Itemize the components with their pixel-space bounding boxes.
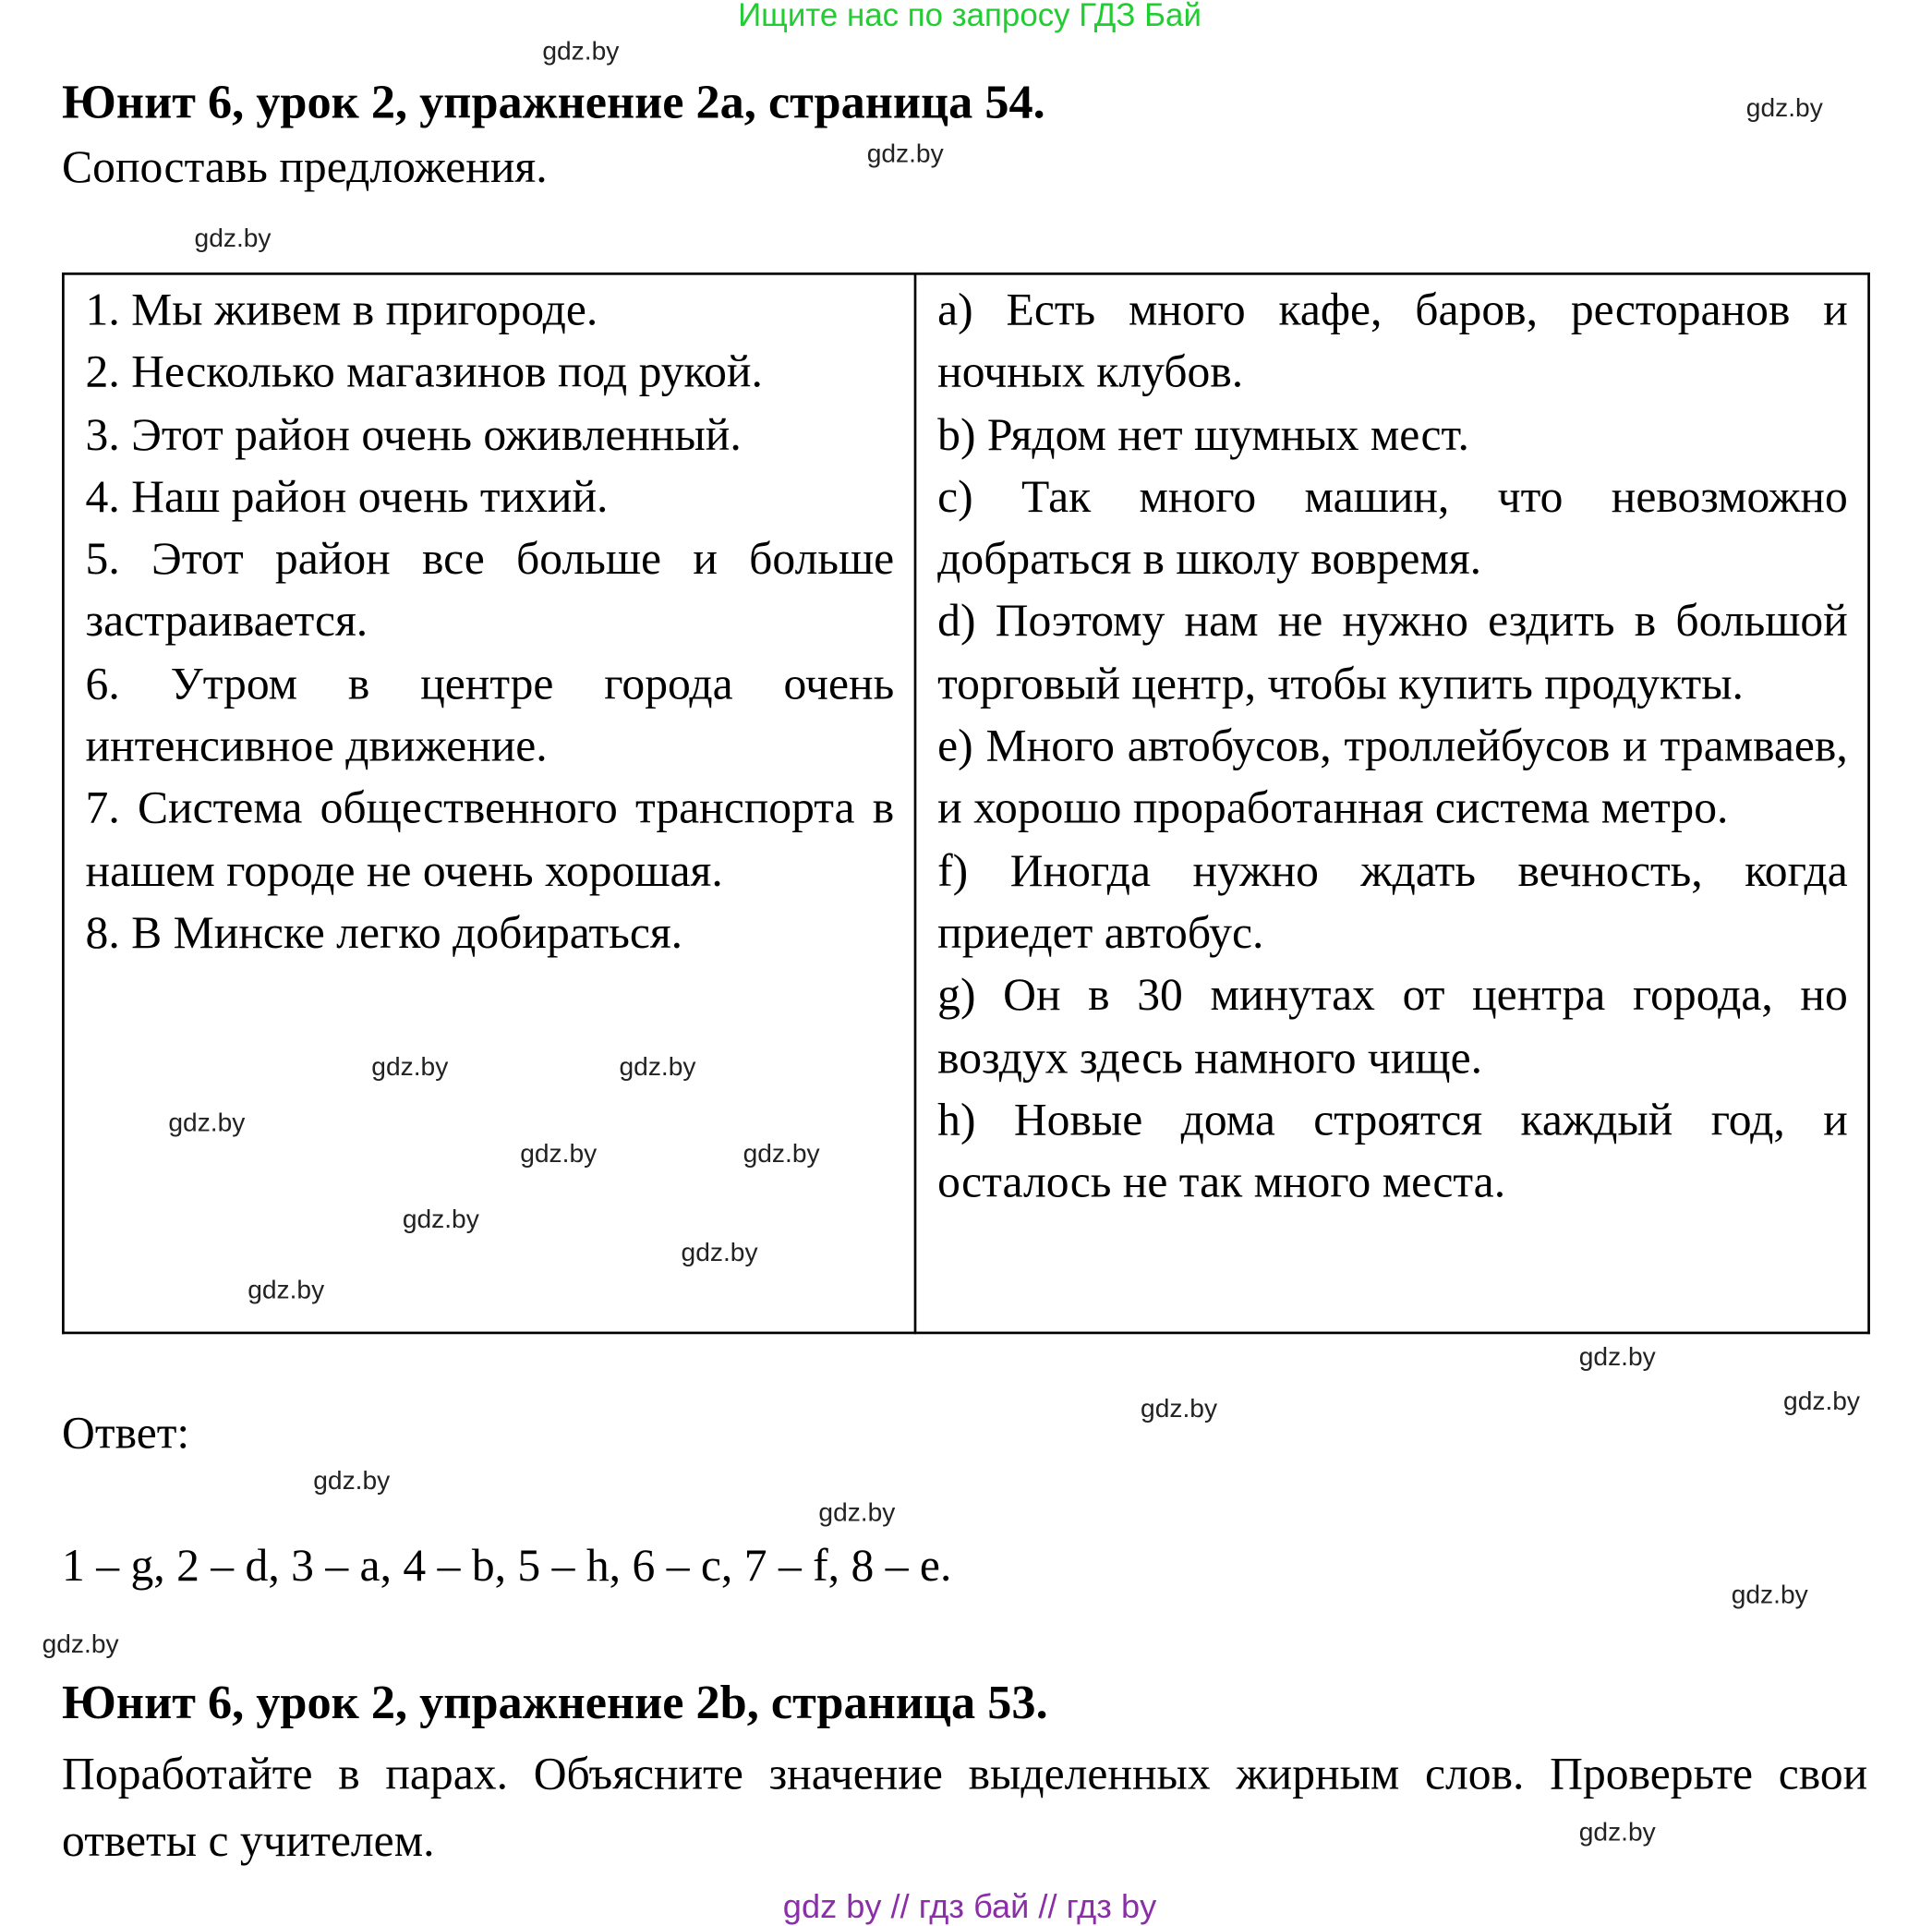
exercise-2b-title: Юнит 6, урок 2, упражнение 2b, страница 53. [62,1676,1048,1730]
watermark: gdz.by [1731,1581,1808,1609]
watermark: gdz.by [866,139,944,169]
watermark: gdz.by [371,1052,449,1082]
sentence-item: 2. Несколько магазинов под рукой. [85,346,763,398]
watermark: gdz.by [818,1498,896,1528]
watermark: gdz.by [42,1629,119,1659]
watermark: gdz.by [248,1276,325,1305]
option-item: c) Так много машин, что невозможно добраться в школу вовремя. [937,471,1848,586]
answer-label: Ответ: [62,1408,190,1460]
watermark: gdz.by [194,224,272,253]
watermark: gdz.by [168,1108,246,1138]
matching-table [62,273,1870,1334]
watermark: gdz.by [542,37,620,67]
watermark: gdz.by [1141,1394,1218,1423]
option-item: f) Иногда нужно ждать вечность, когда приедет автобус. [937,845,1848,959]
watermark: gdz.by [313,1466,391,1496]
sentence-item: 6. Утром в центре города очень интенсивное движение. [85,659,895,772]
search-banner: Ищите нас по запросу ГДЗ Бай [738,0,1201,34]
watermark: gdz.by [681,1239,758,1267]
watermark: gdz.by [743,1139,820,1169]
sentence-item: 7. Система общественного транспорта в нашем городе не очень хорошая. [85,783,895,897]
footer-links: gdz by // гдз бай // гдз by [782,1887,1157,1925]
sentences-column [63,273,915,1333]
option-item: a) Есть много кафе, баров, ресторанов и ночных клубов. [937,285,1848,398]
answer-text: 1 – g, 2 – d, 3 – a, 4 – b, 5 – h, 6 – c, 7 – f, 8 – e. [62,1541,952,1593]
option-item: g) Он в 30 минутах от центра города, но воздух здесь намного чище. [937,970,1848,1084]
watermark: gdz.by [520,1139,598,1169]
sentence-item: 8. В Минске легко добираться. [85,907,683,959]
option-item: b) Рядом нет шумных мест. [937,409,1469,461]
exercise-2a-title: Юнит 6, урок 2, упражнение 2a, страница 54. [62,75,1045,129]
watermark: gdz.by [619,1052,696,1082]
watermark: gdz.by [1578,1818,1656,1847]
sentence-item: 5. Этот район все больше и больше застраивается. [85,534,895,648]
option-item: d) Поэтому нам не нужно ездить в большой торговый центр, чтобы купить продукты. [937,596,1848,710]
watermark: gdz.by [1783,1387,1861,1416]
sentence-item: 1. Мы живем в пригороде. [85,285,598,336]
option-item: h) Новые дома строятся каждый год, и осталось не так много места. [937,1095,1848,1208]
watermark: gdz.by [1578,1342,1656,1372]
exercise-2a-instruction: Сопоставь предложения. [62,142,548,194]
options-column [915,273,1869,1333]
option-item: e) Много автобусов, троллейбусов и трамваев, и хорошо проработанная система метро. [937,721,1848,834]
watermark: gdz.by [1745,93,1823,123]
exercise-2b-instruction: Поработайте в парах. Объясните значение выделенных жирным слов. Проверьте свои ответы с учителем. [62,1749,1868,1867]
watermark: gdz.by [402,1205,479,1234]
sentence-item: 4. Наш район очень тихий. [85,471,609,523]
sentence-item: 3. Этот район очень оживленный. [85,409,742,461]
